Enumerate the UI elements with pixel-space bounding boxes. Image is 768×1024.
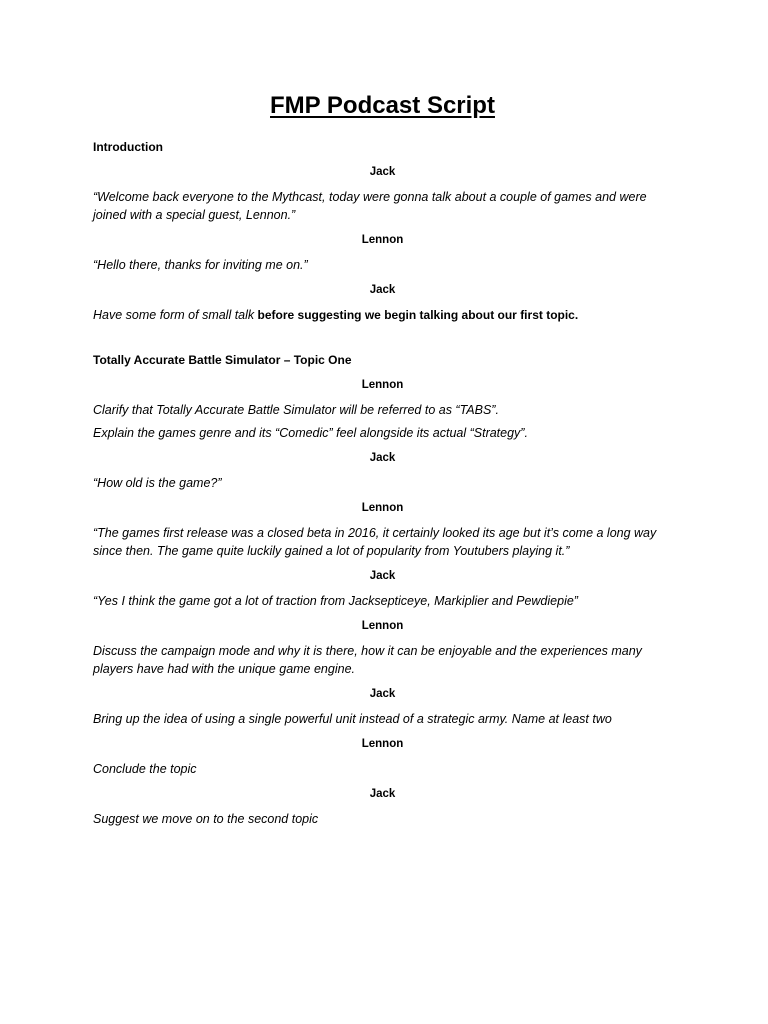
speaker-label: Lennon	[361, 738, 404, 750]
speaker-label: Jack	[369, 166, 396, 178]
script-line: “Welcome back everyone to the Mythcast, today were gonna talk about a couple of games and were joined with a special guest, Lennon.”	[93, 190, 647, 222]
script-line: Clarify that Totally Accurate Battle Simulator will be referred to as “TABS”.	[93, 403, 499, 417]
speaker-label: Lennon	[361, 234, 404, 246]
script-line: Bring up the idea of using a single powerful unit instead of a strategic army. Name at least two	[93, 712, 612, 726]
script-line: Suggest we move on to the second topic	[93, 812, 319, 826]
speaker-label: Lennon	[361, 379, 404, 391]
speaker-label: Lennon	[361, 502, 404, 514]
script-line	[93, 306, 672, 324]
script-line: “The games first release was a closed beta in 2016, it certainly looked its age but it’s come a long way since then. The game quite luckily gained a lot of popularity from Youtubers playing it.”	[93, 526, 657, 558]
script-line: Explain the games genre and its “Comedic” feel alongside its actual “Strategy”.	[93, 426, 528, 440]
script-line: Conclude the topic	[93, 762, 197, 776]
speaker-label: Jack	[369, 570, 396, 582]
script-line-normal: before suggesting we begin talking about our first topic.	[254, 308, 579, 322]
speaker-label: Lennon	[361, 620, 404, 632]
script-line: “Hello there, thanks for inviting me on.”	[93, 258, 308, 272]
speaker-label: Jack	[369, 788, 396, 800]
speaker-label: Jack	[369, 284, 396, 296]
script-line: “How old is the game?”	[93, 476, 222, 490]
script-line: “Yes I think the game got a lot of traction from Jacksepticeye, Markiplier and Pewdiepie”	[93, 594, 578, 608]
section-heading-topic-one: Totally Accurate Battle Simulator – Topic One	[93, 353, 352, 367]
script-line-italic: Have some form of small talk	[93, 308, 255, 322]
speaker-label: Jack	[369, 452, 396, 464]
document-title: FMP Podcast Script	[270, 92, 495, 119]
script-line: Discuss the campaign mode and why it is there, how it can be enjoyable and the experiences many players have had with the unique game engine.	[93, 644, 642, 676]
section-heading-introduction: Introduction	[93, 140, 163, 154]
speaker-label: Jack	[369, 688, 396, 700]
